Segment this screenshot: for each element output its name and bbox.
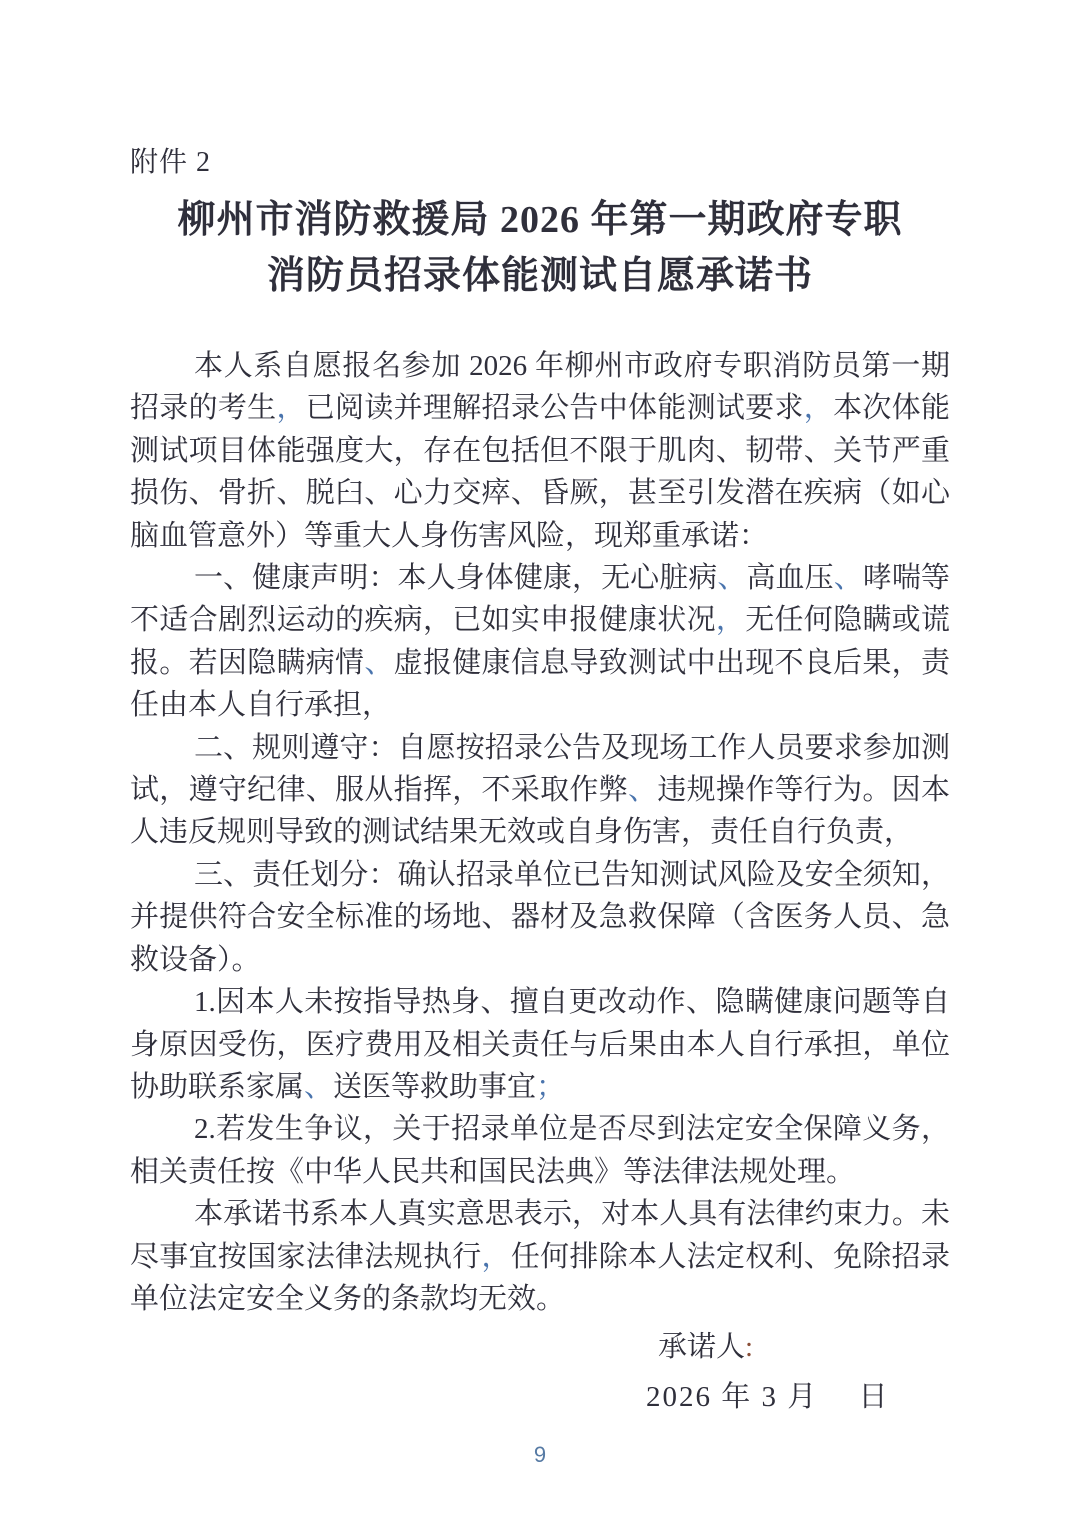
paragraph bbox=[130, 1108, 950, 1193]
text-run: 二、规则遵守：自愿按招录公告及现场工作人员要求参加测试，遵守纪律、服从指挥，不采取作弊 bbox=[130, 731, 950, 807]
colored-punctuation: ， bbox=[715, 604, 746, 637]
colored-punctuation: 、 bbox=[833, 562, 863, 595]
title-line-1: 柳州市消防救援局 2026 年第一期政府专职 bbox=[177, 199, 903, 241]
text-run: 任何排除本人法定权利、免除招录单位法定安全义务的条款均无效。 bbox=[130, 1240, 950, 1315]
text-run: 高血压 bbox=[746, 562, 834, 595]
text-run: 虚报健康信息导致测试中出现不良后果，责任由本人自行承担， bbox=[130, 646, 950, 722]
signer-line bbox=[646, 1322, 950, 1372]
text-run: 本次体能测试项目体能强度大，存在包括但不限于肌肉、韧带、关节严重损伤、骨折、脱臼、心力交瘁、昏厥，甚至引发潜在疾病（如心脑血管意外）等重大人身伤害风险，现郑重承诺： bbox=[130, 392, 950, 552]
attachment-label: 附件 2 bbox=[130, 147, 212, 178]
title-line-2: 消防员招录体能测试自愿承诺书 bbox=[266, 255, 813, 297]
text-run: 哮喘等不适合剧烈运动的疾病，已如实申报健康状况 bbox=[130, 562, 950, 637]
colored-punctuation: 、 bbox=[364, 646, 394, 679]
text-run: 一、健康声明：本人身体健康，无心脏病 bbox=[194, 562, 718, 595]
colored-punctuation: 、 bbox=[628, 774, 658, 807]
paragraph bbox=[130, 345, 950, 557]
text-run: 送医等救助事宜 bbox=[333, 1070, 537, 1103]
text-run: 已阅读并理解招录公告中体能测试要求 bbox=[305, 392, 804, 425]
colored-punctuation: 、 bbox=[304, 1070, 334, 1103]
text-run: 本承诺书系本人真实意思表示，对本人具有法律约束力。未尽事宜按国家法律法规执行 bbox=[130, 1198, 950, 1273]
text-run: 三、责任划分：确认招录单位已告知测试风险及安全须知，并提供符合安全标准的场地、器材及急救保障（含医务人员、急救设备）。 bbox=[130, 858, 950, 976]
colored-punctuation: : bbox=[745, 1331, 754, 1364]
colored-punctuation: 、 bbox=[717, 562, 747, 595]
colored-punctuation: ， bbox=[276, 392, 306, 425]
document-body bbox=[130, 345, 950, 1320]
text-run: 承诺人 bbox=[658, 1331, 746, 1364]
signature-block bbox=[646, 1322, 950, 1422]
paragraph bbox=[130, 727, 950, 854]
text-run: 2.若发生争议，关于招录单位是否尽到法定安全保障义务，相关责任按《中华人民共和国民法典》等法律法规处理。 bbox=[130, 1113, 950, 1188]
paragraph bbox=[130, 981, 950, 1108]
paragraph bbox=[130, 854, 950, 981]
document-title bbox=[130, 192, 950, 304]
paragraph bbox=[130, 1193, 950, 1320]
text-run: 1.因本人未按指导热身、擅自更改动作、隐瞒健康问题等自身原因受伤，医疗费用及相关责任与后果由本人自行承担，单位协助联系家属 bbox=[130, 986, 950, 1103]
colored-punctuation: ， bbox=[481, 1240, 511, 1273]
paragraph bbox=[130, 557, 950, 727]
text-run: 无任何隐瞒或谎报。若因隐瞒病情 bbox=[130, 604, 950, 679]
date-line: 2026 年 3 月 日 bbox=[646, 1381, 890, 1414]
text-run: 违规操作等行为。因本人违反规则导致的测试结果无效或自身伤害，责任自行负责， bbox=[130, 774, 950, 849]
page-number: 9 bbox=[533, 1442, 547, 1467]
text-run: 本人系自愿报名参加 2026 年柳州市政府专职消防员第一期招录的考生 bbox=[130, 350, 950, 425]
colored-punctuation: ； bbox=[536, 1070, 566, 1103]
colored-punctuation: ， bbox=[803, 392, 834, 425]
